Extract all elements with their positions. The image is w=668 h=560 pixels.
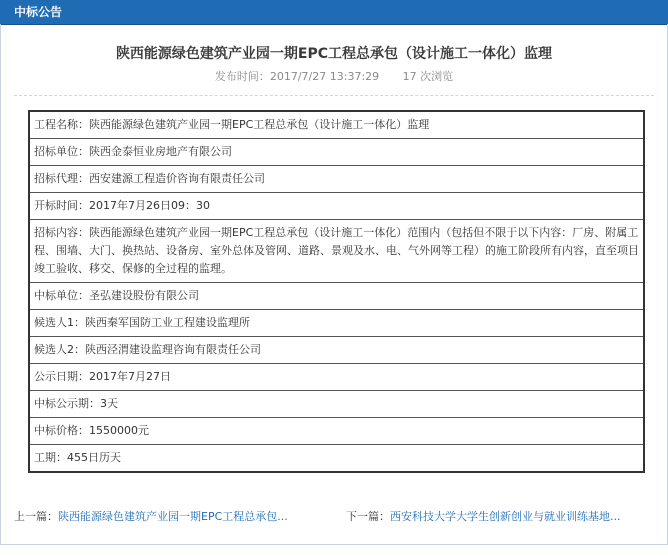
bottom-border — [0, 544, 668, 545]
row-candidate-2: 候选人2：陕西泾渭建设监理咨询有限责任公司 — [29, 337, 644, 364]
table-row — [29, 111, 644, 139]
row-winning-price: 中标价格：1550000元 — [29, 418, 644, 445]
table-row — [29, 445, 644, 473]
row-winning-unit: 中标单位：圣弘建设股份有限公司 — [29, 283, 644, 310]
title-divider — [14, 95, 654, 96]
next-article-label: 下一篇： — [346, 510, 390, 523]
table-row — [29, 166, 644, 193]
row-candidate-1: 候选人1：陕西秦军国防工业工程建设监理所 — [29, 310, 644, 337]
section-header-bar — [0, 0, 668, 25]
publish-time: 发布时间：2017/7/27 13:37:29 — [214, 70, 380, 83]
article-meta — [0, 70, 668, 84]
row-duration: 工期：455日历天 — [29, 445, 644, 473]
view-count: 17 次浏览 — [402, 70, 454, 83]
article-navigation — [0, 509, 668, 525]
next-article-link[interactable]: 西安科技大学大学生创新创业与就业训练基地... — [390, 510, 621, 523]
next-article — [346, 509, 621, 525]
table-row — [29, 139, 644, 166]
table-row — [29, 391, 644, 418]
row-publicity-period: 中标公示期：3天 — [29, 391, 644, 418]
row-publicity-date: 公示日期：2017年7月27日 — [29, 364, 644, 391]
row-tender-content: 招标内容：陕西能源绿色建筑产业园一期EPC工程总承包（设计施工一体化）范围内（包括但不限于以下内容：厂房、附属工程、围墙、大门、换热站、设备房、室外总体及管网、道路、景观及水、电、气外网等工程）的施工阶段所有内容，直至项目竣工验收、移交、保修的全过程的监理。 — [29, 220, 644, 283]
prev-article-link[interactable]: 陕西能源绿色建筑产业园一期EPC工程总承包... — [58, 510, 288, 523]
table-row — [29, 310, 644, 337]
row-tender-agent: 招标代理：西安建源工程造价咨询有限责任公司 — [29, 166, 644, 193]
article-title: 陕西能源绿色建筑产业园一期EPC工程总承包（设计施工一体化）监理 — [115, 46, 553, 62]
table-row — [29, 193, 644, 220]
table-row — [29, 337, 644, 364]
prev-article — [14, 509, 288, 525]
table-row — [29, 283, 644, 310]
row-project-name: 工程名称：陕西能源绿色建筑产业园一期EPC工程总承包（设计施工一体化）监理 — [29, 111, 644, 139]
table-row — [29, 418, 644, 445]
table-row — [29, 220, 644, 283]
prev-article-label: 上一篇： — [14, 510, 58, 523]
announcement-table — [28, 110, 645, 473]
row-opening-time: 开标时间：2017年7月26日09：30 — [29, 193, 644, 220]
table-row — [29, 364, 644, 391]
section-header-title: 中标公告 — [14, 5, 63, 19]
row-tender-unit: 招标单位：陕西金泰恒业房地产有限公司 — [29, 139, 644, 166]
